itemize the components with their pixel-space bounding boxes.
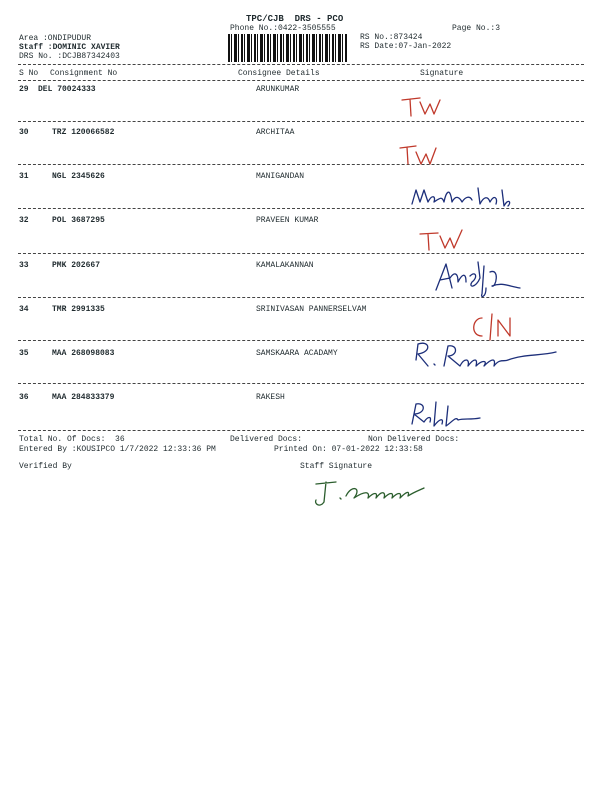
non-delivered-docs: Non Delivered Docs: — [368, 435, 460, 444]
row-consignee: ARCHITAA — [256, 128, 295, 137]
signature-staff-green — [306, 474, 430, 514]
row-consignment: DEL 70024333 — [38, 85, 96, 94]
row-consignee: SAMSKAARA ACADAMY — [256, 349, 338, 358]
row-sno: 29 — [19, 85, 29, 94]
barcode — [228, 34, 348, 62]
document-title: TPC/CJB DRS - PCO — [246, 14, 344, 24]
phone-number: Phone No.:0422-3505555 — [230, 24, 336, 33]
row-consignment: POL 3687295 — [52, 216, 105, 225]
row-sno: 31 — [19, 172, 29, 181]
row-consignment: TMR 2991335 — [52, 305, 105, 314]
row-sno: 32 — [19, 216, 29, 225]
verified-by: Verified By — [19, 462, 72, 471]
header-divider — [18, 64, 584, 65]
row-consignee: SRINIVASAN PANNERSELVAM — [256, 305, 367, 314]
row-consignee: MANIGANDAN — [256, 172, 305, 181]
signature-amsja — [430, 258, 534, 300]
row-sno: 33 — [19, 261, 29, 270]
drs-number: DRS No. :DCJB87342403 — [19, 52, 120, 61]
row-sno: 34 — [19, 305, 29, 314]
row-consignee: RAKESH — [256, 393, 285, 402]
row-sno: 30 — [19, 128, 29, 137]
row-divider — [18, 121, 584, 122]
row-consignment: MAA 284833379 — [52, 393, 115, 402]
total-docs: Total No. Of Docs: 36 — [19, 435, 125, 444]
row-consignee: ARUNKUMAR — [256, 85, 300, 94]
column-consignment: Consignment No — [50, 69, 118, 78]
column-divider — [18, 80, 584, 81]
signature-raksha — [406, 398, 486, 432]
page-number: Page No.:3 — [452, 24, 501, 33]
row-divider — [18, 253, 584, 254]
signature-manikandan — [408, 180, 518, 216]
printed-on: Printed On: 07-01-2022 12:33:58 — [274, 445, 423, 454]
row-consignee: PRAVEEN KUMAR — [256, 216, 319, 225]
row-consignment: NGL 2345626 — [52, 172, 105, 181]
signature-r-rasar — [408, 336, 564, 376]
row-divider — [18, 383, 584, 384]
column-consignee: Consignee Details — [238, 69, 320, 78]
area-label: Area :ONDIPUDUR — [19, 34, 92, 43]
row-divider — [18, 430, 584, 431]
staff-signature-label: Staff Signature — [300, 462, 373, 471]
row-divider — [18, 164, 584, 165]
column-sno: S No — [19, 69, 39, 78]
delivered-docs: Delivered Docs: — [230, 435, 303, 444]
row-sno: 36 — [19, 393, 29, 402]
rs-date: RS Date:07-Jan-2022 — [360, 42, 452, 51]
row-consignee: KAMALAKANNAN — [256, 261, 314, 270]
entered-by: Entered By :KOUSIPCO 1/7/2022 12:33:36 PM — [19, 445, 216, 454]
row-consignment: MAA 268098083 — [52, 349, 115, 358]
staff-name: Staff :DOMINIC XAVIER — [19, 43, 120, 52]
row-sno: 35 — [19, 349, 29, 358]
row-consignment: PMK 202667 — [52, 261, 101, 270]
signature-tw-red — [398, 94, 448, 122]
column-signature: Signature — [420, 69, 464, 78]
signature-tw-red-2 — [396, 138, 446, 170]
signature-tw-red-3 — [414, 224, 474, 258]
rs-number: RS No.:873424 — [360, 33, 423, 42]
row-consignment: TRZ 120066582 — [52, 128, 115, 137]
